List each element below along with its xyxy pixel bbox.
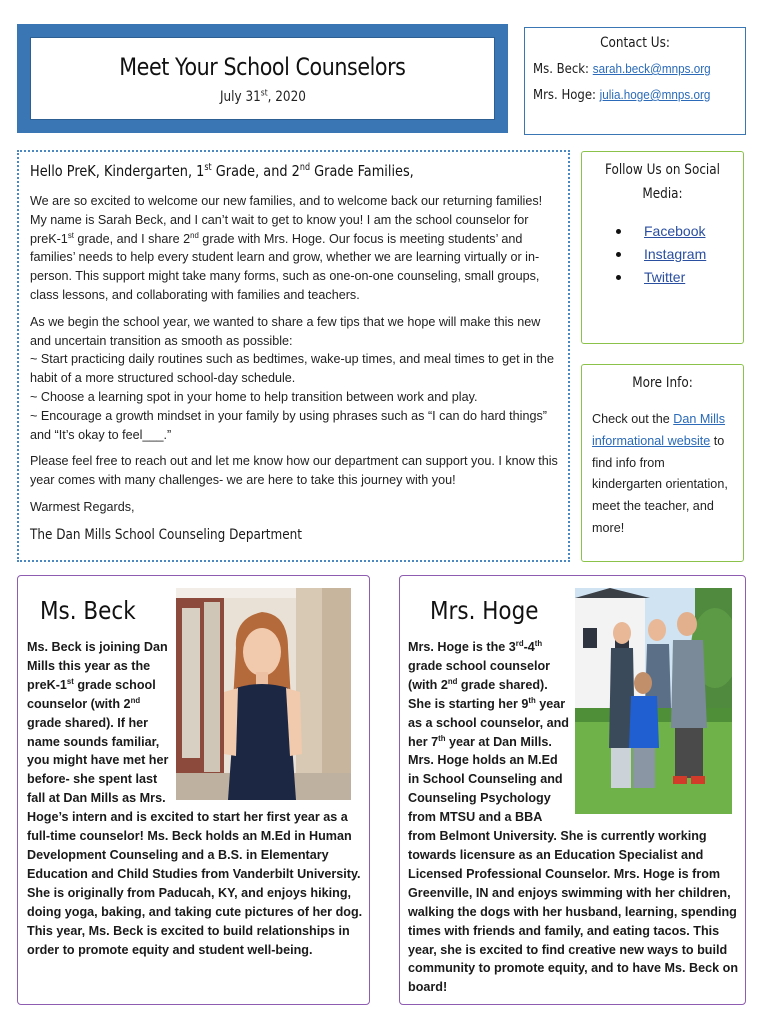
newsletter-date: July 31st, 2020 bbox=[219, 87, 306, 105]
twitter-link[interactable]: Twitter bbox=[644, 269, 686, 285]
title-inner bbox=[30, 37, 495, 120]
contact-beck: Ms. Beck: sarah.beck@mnps.org bbox=[533, 61, 711, 77]
tip-growth-mindset: ~ Encourage a growth mindset in your family by using phrases such as “I can do hard things” and “It’s okay to feel___.” bbox=[30, 408, 547, 442]
hoge-email-link[interactable]: julia.hoge@mnps.org bbox=[599, 87, 711, 102]
more-info-text: Check out the Dan Mills informational website to find info from kindergarten orientation, meet the teacher, and more! bbox=[592, 412, 728, 535]
title-banner bbox=[17, 24, 508, 133]
social-item-facebook bbox=[616, 220, 735, 243]
photo-spacer bbox=[177, 638, 365, 804]
bullet-icon bbox=[616, 252, 621, 257]
letter-paragraph-intro: We are so excited to welcome our new families, and to welcome back our returning families! My name is Sarah Beck, and I can’t wait to get to know you! I am the school counselor for preK-1st grade, and I share 2nd grade with Mrs. Hoge. Our focus is meeting students’ and families’ needs to help every student learn and grow, whether we are learning virtually or in-person. This support might take many forms, such as one-on-one counseling, small groups, class lessons, and collaborating with families and teachers. bbox=[30, 194, 543, 302]
tip-learning-spot: ~ Choose a learning spot in your home to help transition between work and play. bbox=[30, 389, 478, 404]
hoge-bio: Mrs. Hoge is the 3rd-4th grade school counselor (with 2nd grade shared). She is starting her 9th year as a school counselor, and her 7th year at Dan Mills. Mrs. Hoge holds an M.Ed in School Counseling and Counseling Psychology from MTSU and a BBA from Belmont University. She is currently working towards licensure as an Education Specialist and Licensed Professional Counselor. Mrs. Hoge is from Greenville, IN and enjoys swimming with her children, walking the dogs with her husband, learning, spending times with friends and family, and eating tacos. This year, she is excited to find creative new ways to build community to promote equity, and to have Ms. Beck on board! bbox=[408, 638, 741, 997]
more-info-title: More Info: bbox=[632, 375, 693, 391]
more-info-box bbox=[581, 364, 744, 562]
page-title: Meet Your School Counselors bbox=[119, 52, 406, 81]
tip-routines: ~ Start practicing daily routines such as bedtimes, wake-up times, and meal times to get in the habit of a more structured school-day schedule. bbox=[30, 352, 554, 386]
instagram-link[interactable]: Instagram bbox=[644, 246, 707, 262]
welcome-letter bbox=[17, 150, 570, 562]
contact-hoge: Mrs. Hoge: julia.hoge@mnps.org bbox=[533, 87, 711, 103]
contact-box bbox=[524, 27, 746, 135]
social-title: Follow Us on Social Media: bbox=[604, 162, 721, 202]
social-item-instagram bbox=[616, 243, 735, 266]
letter-closing: Warmest Regards, bbox=[30, 499, 135, 514]
letter-signature: The Dan Mills School Counseling Department bbox=[30, 526, 303, 543]
facebook-link[interactable]: Facebook bbox=[644, 223, 706, 239]
social-media-box bbox=[581, 151, 744, 344]
dan-mills-website-link[interactable]: Dan Mills informational website bbox=[592, 412, 726, 448]
letter-greeting: Hello PreK, Kindergarten, 1st Grade, and 2nd Grade Families, bbox=[30, 162, 414, 180]
beck-email-link[interactable]: sarah.beck@mnps.org bbox=[592, 61, 711, 76]
bullet-icon bbox=[616, 229, 621, 234]
profile-beck bbox=[17, 575, 370, 1005]
beck-name: Ms. Beck bbox=[40, 596, 136, 625]
letter-paragraph-support: Please feel free to reach out and let me know how our department can support you. I know this year comes with many challenges- we are here to take this journey with you! bbox=[30, 454, 558, 488]
bullet-icon bbox=[616, 275, 621, 280]
photo-spacer bbox=[570, 638, 741, 815]
social-item-twitter bbox=[616, 266, 735, 289]
profile-hoge bbox=[399, 575, 746, 1005]
social-links bbox=[590, 220, 735, 289]
contact-title: Contact Us: bbox=[600, 35, 670, 51]
beck-bio: Ms. Beck is joining Dan Mills this year as the preK-1st grade school counselor (with 2nd grade shared). If her name sounds familiar, you might have met her before- she spent last fall at Dan Mills as Mrs. Hoge’s intern and is excited to start her first year as a full-time counselor! Ms. Beck holds an M.Ed in Human Development Counseling and a B.S. in Elementary Education and Child Studies from Vanderbilt University. She is originally from Paducah, KY, and enjoys hiking, doing yoga, baking, and taking cute pictures of her dog. This year, Ms. Beck is excited to build relationships in order to promote equity and student well-being. bbox=[27, 638, 365, 959]
letter-paragraph-tips: As we begin the school year, we wanted to share a few tips that we hope will make this new and uncertain transition as smooth as possible: ~ Start practicing daily routines such as bedtimes, wake-up times, and meal times to get in the habit of a more structured school-day schedule. ~ Choose a learning spot in your home to help transition between work and play. ~ Encourage a growth mindset in your family by using phrases such as “I can do hard things” and “It’s okay to feel___.” bbox=[30, 314, 554, 442]
hoge-name: Mrs. Hoge bbox=[430, 596, 539, 625]
